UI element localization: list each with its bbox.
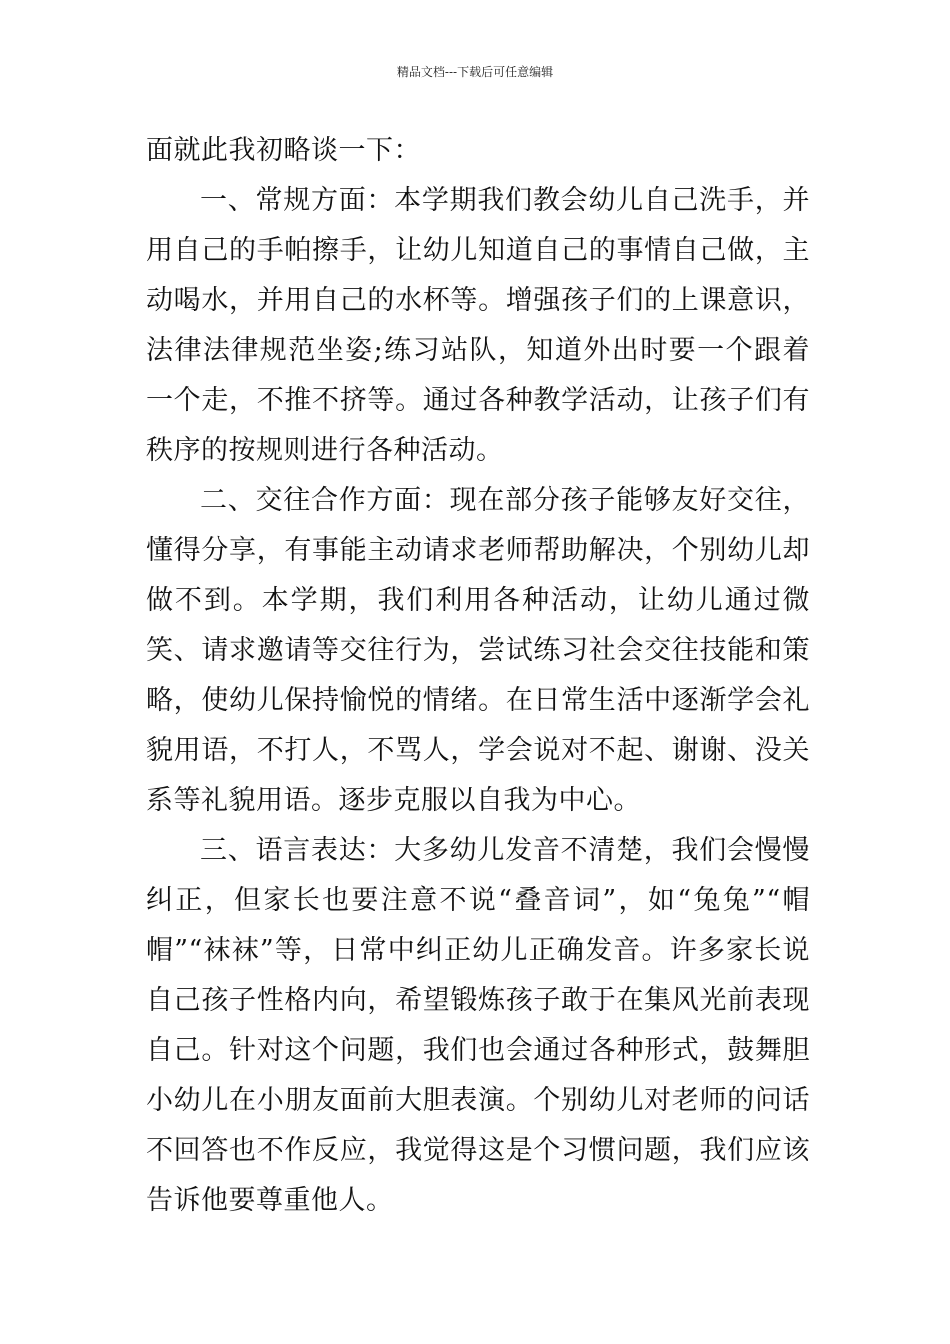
paragraph-routine: 一、常规方面：本学期我们教会幼儿自己洗手，并用自己的手帕擦手，让幼儿知道自己的事情自己做，主动喝水，并用自己的水杯等。增强孩子们的上课意识，法律法律规范坐姿;练习站队，知道外出时要一个跟着一个走，不推不挤等。通过各种教学活动，让孩子们有秩序的按规则进行各种活动。 (146, 185, 810, 466)
paragraph-language-expression: 三、语言表达：大多幼儿发音不清楚，我们会慢慢纠正，但家长也要注意不说“叠音词”，如“兔兔”“帽帽”“袜袜”等，日常中纠正幼儿正确发音。许多家长说自己孩子性格内向，希望锻炼孩子敢于在集风光前表现自己。针对这个问题，我们也会通过各种形式，鼓舞胆小幼儿在小朋友面前大胆表演。个别幼儿对老师的问话不回答也不作反应，我觉得这是个习惯问题，我们应该告诉他要尊重他人。 (146, 835, 810, 1216)
page-header: 精品文档---下载后可任意编辑 (396, 65, 554, 79)
paragraph-social-cooperation: 二、交往合作方面：现在部分孩子能够友好交往，懂得分享，有事能主动请求老师帮助解决，个别幼儿却做不到。本学期，我们利用各种活动，让幼儿通过微笑、请求邀请等交往行为，尝试练习社会交往技能和策略，使幼儿保持愉悦的情绪。在日常生活中逐渐学会礼貌用语，不打人，不骂人，学会说对不起、谢谢、没关系等礼貌用语。逐步克服以自我为中心。 (146, 485, 810, 816)
paragraph-continuation: 面就此我初略谈一下： (146, 135, 421, 166)
document-body (146, 126, 810, 1226)
